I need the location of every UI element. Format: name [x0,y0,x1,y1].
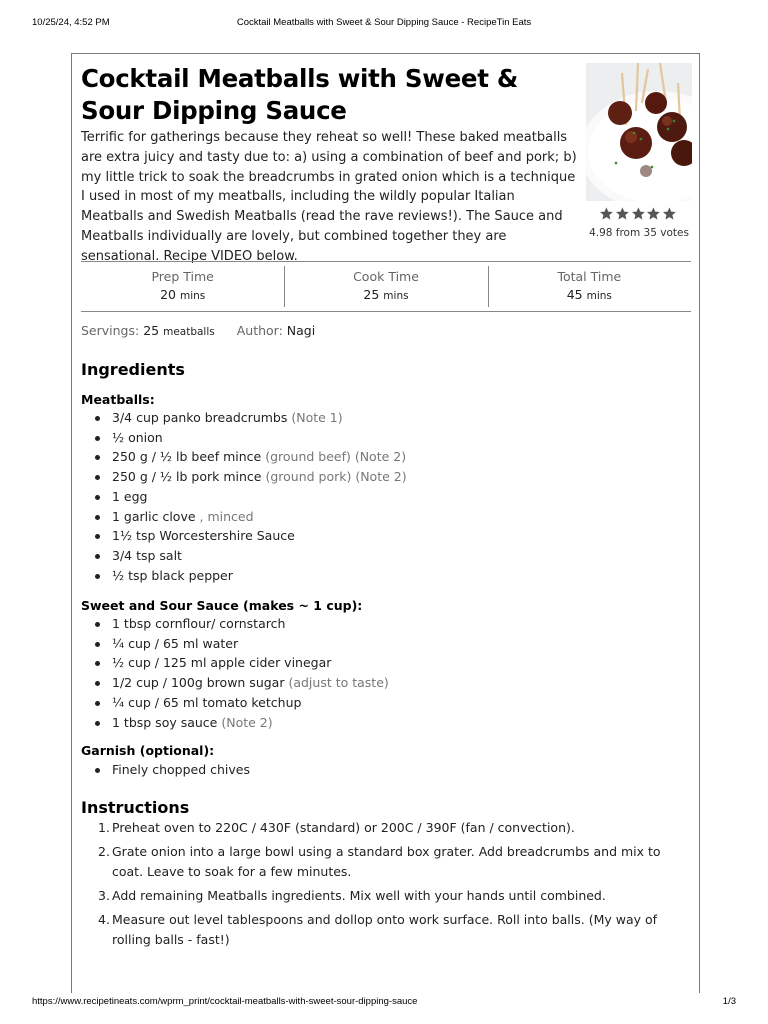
star-icon [646,206,661,221]
instruction-step: 4. Measure out level tablespoons and dollop onto work surface. Roll into balls. (My way of rolling balls - fast!) [98,912,658,947]
cook-time [284,262,487,311]
list-item: ½ onion [81,428,681,448]
ingredient-list-garnish [81,760,681,780]
list-item: Finely chopped chives [81,760,681,780]
ingredient-group-heading: Meatballs: [81,392,155,407]
recipe-times [81,261,691,312]
ingredient-list-sauce [81,614,681,732]
recipe-photo [586,63,692,201]
list-item: 3/4 cup panko breadcrumbs (Note 1) [81,408,681,428]
list-item: 1½ tsp Worcestershire Sauce [81,526,681,546]
print-url: https://www.recipetineats.com/wprm_print/cocktail-meatballs-with-sweet-sour-dipping-sauce [32,996,418,1007]
instructions-heading: Instructions [81,798,190,817]
time-value: 20 mins [160,287,206,302]
recipe-card [71,53,700,993]
list-item: ¼ cup / 65 ml tomato ketchup [81,693,681,713]
list-item: 1/2 cup / 100g brown sugar (adjust to taste) [81,673,681,693]
recipe-summary: Terrific for gatherings because they reheat so well! These baked meatballs are extra juicy and tasty due to: a) using a combination of beef and pork; b) my little trick to soak the breadcrumbs in grated onion which is a technique I used in most of my meatballs, including the wildly popular Italian Meatballs and Swedish Meatballs (read the rave reviews!). The Sauce and Meatballs individually are lovely, but combined together they are sensational. Recipe VIDEO below. [81,130,577,264]
ingredients-heading: Ingredients [81,360,185,379]
recipe-title: Cocktail Meatballs with Sweet & Sour Dipping Sauce [81,64,518,125]
list-item: ½ cup / 125 ml apple cider vinegar [81,653,681,673]
servings-value[interactable]: 25 [143,323,160,338]
time-label: Cook Time [353,269,419,284]
author: Author: Nagi [236,323,316,338]
print-footer [32,996,736,1008]
print-timestamp: 10/25/24, 4:52 PM [32,17,110,28]
ingredient-group-heading: Sweet and Sour Sauce (makes ~ 1 cup): [81,598,363,613]
star-icon [662,206,677,221]
rating-stars[interactable] [599,206,677,222]
instruction-step: 1. Preheat oven to 220C / 430F (standard) or 200C / 390F (fan / convection). [98,820,575,835]
ingredient-list-meatballs [81,408,681,585]
list-item: 1 garlic clove , minced [81,507,681,527]
rating-text: 4.98 from 35 votes [589,227,689,239]
time-label: Prep Time [151,269,214,284]
list-item: ½ tsp black pepper [81,566,681,586]
list-item: 250 g / ½ lb pork mince (ground pork) (Note 2) [81,467,681,487]
instructions-list [81,818,691,954]
time-label: Total Time [557,269,622,284]
list-item: 3/4 tsp salt [81,546,681,566]
servings: Servings: 25 meatballs [81,323,215,338]
instruction-step: 3. Add remaining Meatballs ingredients. Mix well with your hands until combined. [98,888,606,903]
star-icon [631,206,646,221]
time-value: 25 mins [363,287,409,302]
recipe-meta [81,322,681,341]
total-time [488,262,691,311]
list-item: 250 g / ½ lb beef mince (ground beef) (Note 2) [81,447,681,467]
list-item: 1 egg [81,487,681,507]
list-item: 1 tbsp soy sauce (Note 2) [81,713,681,733]
star-icon [615,206,630,221]
prep-time [81,262,284,311]
print-page-title: Cocktail Meatballs with Sweet & Sour Dipping Sauce - RecipeTin Eats [236,17,532,28]
instruction-step: 2. Grate onion into a large bowl using a standard box grater. Add breadcrumbs and mix to coat. Leave to soak for a few minutes. [98,844,661,879]
time-value: 45 mins [566,287,612,302]
list-item: 1 tbsp cornflour/ cornstarch [81,614,681,634]
page-number: 1/3 [722,996,736,1007]
ingredient-group-heading: Garnish (optional): [81,743,215,758]
star-icon [599,206,614,221]
list-item: ¼ cup / 65 ml water [81,634,681,654]
print-header [32,17,736,29]
